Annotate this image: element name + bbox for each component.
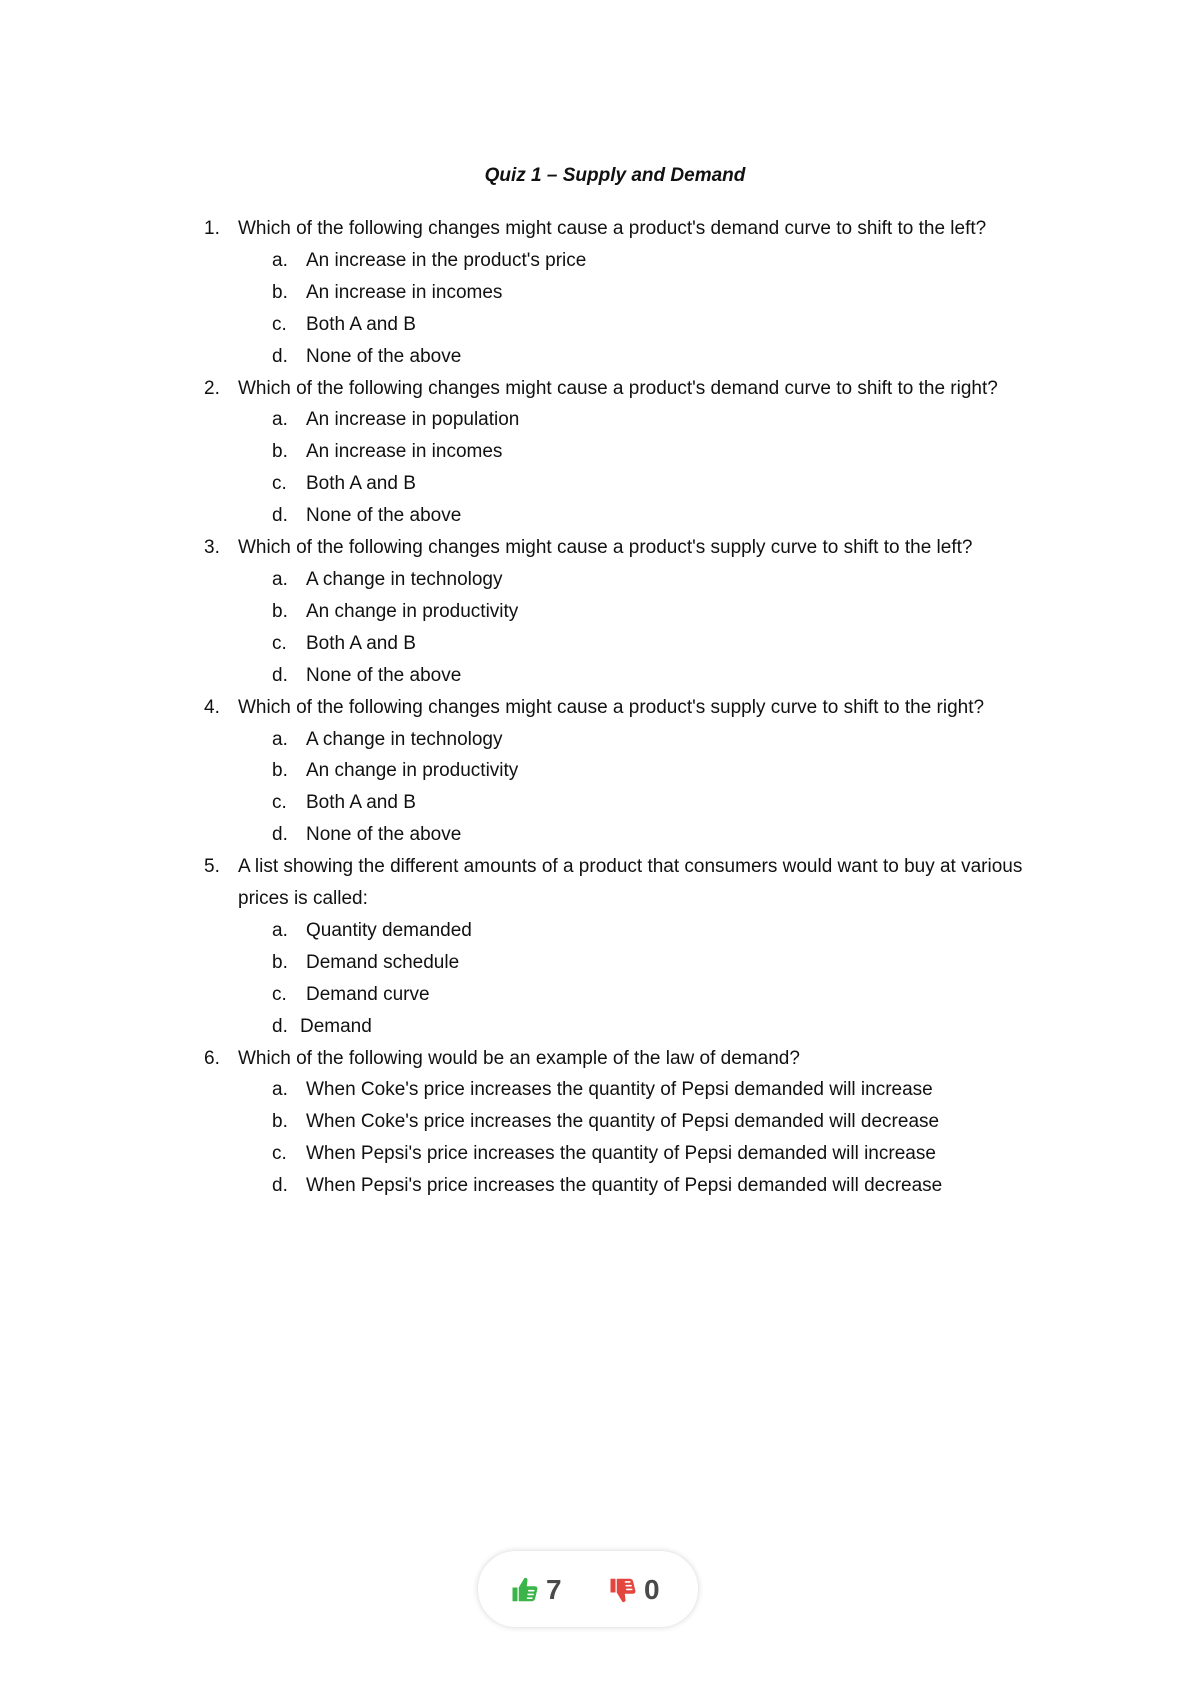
answer-option: [204, 468, 1064, 500]
question-text: Which of the following changes might cause a product's supply curve to shift to the right?: [238, 696, 985, 718]
option-letter: b.: [272, 600, 288, 622]
answer-option: [204, 596, 1064, 628]
answer-option: [204, 1170, 1064, 1202]
option-text: None of the above: [306, 345, 462, 367]
downvote-button[interactable]: [608, 1551, 660, 1629]
answer-option: [204, 979, 1064, 1011]
option-list: [204, 724, 1064, 852]
option-text: An change in productivity: [306, 760, 519, 782]
option-letter: c.: [272, 632, 287, 654]
option-letter: b.: [272, 441, 288, 463]
answer-option: [204, 628, 1064, 660]
question-text: Which of the following changes might cause a product's supply curve to shift to the left?: [238, 537, 973, 559]
option-text: None of the above: [306, 664, 462, 686]
question-item: [204, 213, 1064, 373]
question-text: Which of the following would be an example of the law of demand?: [238, 1047, 800, 1069]
option-list: [204, 245, 1064, 373]
option-letter: c.: [272, 792, 287, 814]
option-text: Demand schedule: [306, 951, 460, 973]
answer-option: [204, 819, 1064, 851]
option-text: Quantity demanded: [306, 919, 472, 941]
option-letter: d.: [272, 345, 288, 367]
option-text: Demand curve: [306, 983, 430, 1005]
answer-option: [204, 1011, 1064, 1043]
answer-option: [204, 1106, 1064, 1138]
vote-bar: [477, 1550, 699, 1628]
answer-option: [204, 787, 1064, 819]
option-text: When Pepsi's price increases the quantity of Pepsi demanded will increase: [306, 1143, 936, 1165]
document-title: Quiz 1 – Supply and Demand: [484, 165, 746, 186]
upvote-button[interactable]: [510, 1551, 562, 1629]
option-text: Both A and B: [306, 313, 416, 335]
option-letter: b.: [272, 951, 288, 973]
option-list: [204, 564, 1064, 692]
question-text: Which of the following changes might cause a product's demand curve to shift to the right?: [238, 377, 998, 399]
answer-option: [204, 245, 1064, 277]
question-number: 6.: [204, 1047, 220, 1069]
option-text: None of the above: [306, 505, 462, 527]
option-letter: a.: [272, 409, 288, 431]
option-text: Demand: [300, 1015, 372, 1037]
option-letter: a.: [272, 249, 288, 271]
option-list: [204, 1074, 1064, 1202]
answer-option: [204, 436, 1064, 468]
option-text: Both A and B: [306, 632, 416, 654]
question-number: 1.: [204, 218, 220, 239]
question-list: [204, 213, 1064, 1202]
answer-option: [204, 341, 1064, 373]
option-text: An increase in incomes: [306, 281, 503, 303]
option-text: An increase in the product's price: [306, 249, 587, 271]
answer-option: [204, 277, 1064, 309]
option-letter: b.: [272, 1111, 288, 1133]
question-item: [204, 851, 1064, 1042]
answer-option: [204, 660, 1064, 692]
question-item: [204, 692, 1064, 852]
option-text: An increase in population: [306, 409, 520, 431]
question-item: [204, 373, 1064, 533]
option-text: None of the above: [306, 824, 462, 846]
option-letter: d.: [272, 824, 288, 846]
question-number: 5.: [204, 856, 220, 878]
option-text: An change in productivity: [306, 600, 519, 622]
question-text: Which of the following changes might cause a product's demand curve to shift to the left?: [238, 218, 987, 239]
answer-option: [204, 1074, 1064, 1106]
option-text: When Coke's price increases the quantity of Pepsi demanded will increase: [306, 1079, 933, 1101]
option-text: When Coke's price increases the quantity of Pepsi demanded will decrease: [306, 1111, 940, 1133]
question-item: [204, 532, 1064, 692]
answer-option: [204, 404, 1064, 436]
option-letter: c.: [272, 473, 287, 495]
option-letter: a.: [272, 919, 288, 941]
option-letter: a.: [272, 1079, 288, 1101]
option-text: When Pepsi's price increases the quantity of Pepsi demanded will decrease: [306, 1175, 943, 1197]
option-letter: c.: [272, 983, 287, 1005]
option-letter: a.: [272, 568, 288, 590]
answer-option: [204, 947, 1064, 979]
option-text: Both A and B: [306, 792, 416, 814]
option-text: A change in technology: [306, 568, 503, 590]
option-list: [204, 404, 1064, 532]
thumbs-down-icon: [608, 1575, 638, 1605]
answer-option: [204, 564, 1064, 596]
question-text: A list showing the different amounts of a product that consumers would want to buy at various prices is called:: [238, 856, 1023, 910]
question-item: [204, 1043, 1064, 1203]
option-letter: d.: [272, 1175, 288, 1197]
option-letter: b.: [272, 760, 288, 782]
option-text: An increase in incomes: [306, 441, 503, 463]
option-letter: a.: [272, 728, 288, 750]
option-letter: b.: [272, 281, 288, 303]
question-number: 4.: [204, 696, 220, 718]
thumbs-up-icon: [510, 1575, 540, 1605]
option-list: [204, 915, 1064, 1043]
upvote-count: 7: [546, 1574, 562, 1605]
option-letter: c.: [272, 313, 287, 335]
question-number: 3.: [204, 537, 220, 559]
option-text: A change in technology: [306, 728, 503, 750]
option-text: Both A and B: [306, 473, 416, 495]
answer-option: [204, 915, 1064, 947]
answer-option: [204, 309, 1064, 341]
option-letter: d.: [272, 1015, 288, 1037]
option-letter: d.: [272, 664, 288, 686]
option-letter: d.: [272, 505, 288, 527]
option-letter: c.: [272, 1143, 287, 1165]
answer-option: [204, 724, 1064, 756]
question-number: 2.: [204, 377, 220, 399]
answer-option: [204, 755, 1064, 787]
answer-option: [204, 500, 1064, 532]
answer-option: [204, 1138, 1064, 1170]
downvote-count: 0: [644, 1574, 660, 1605]
